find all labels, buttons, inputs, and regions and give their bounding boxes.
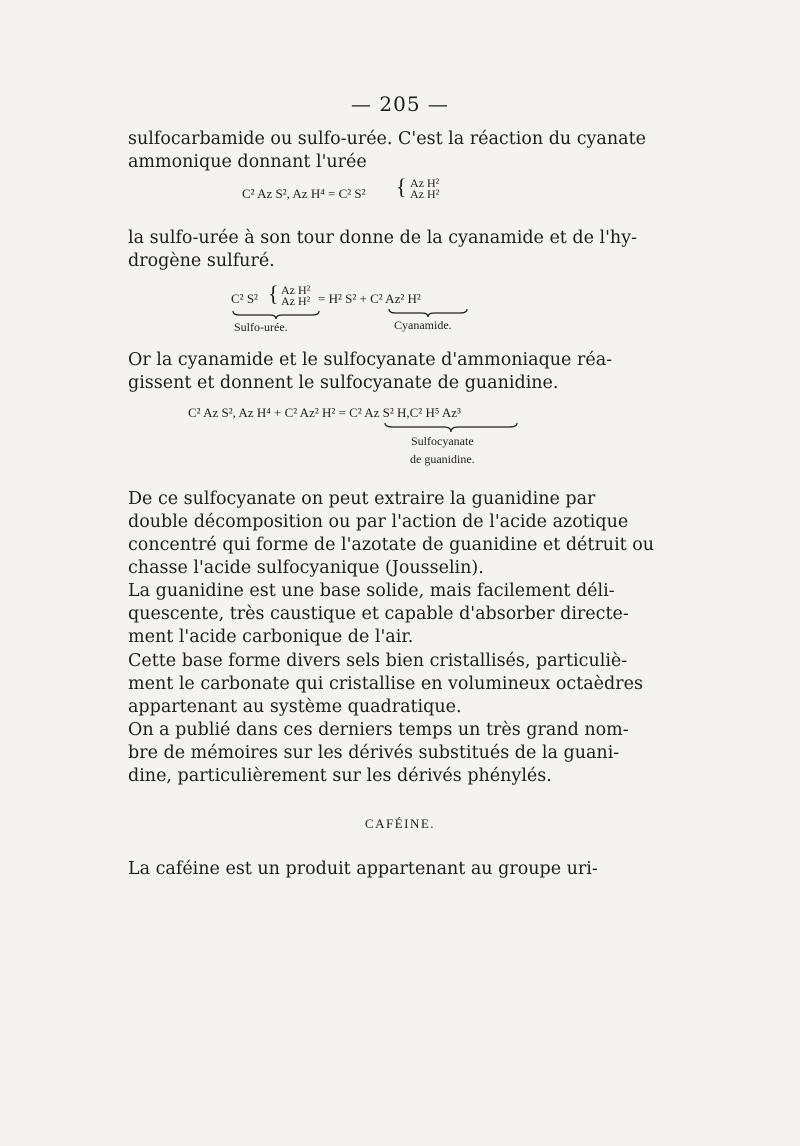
equation-1-left: C² Az S², Az H⁴ = C² S²: [242, 186, 366, 201]
text-line: sulfocarbamide ou sulfo-urée. C'est la réaction du cyanate: [128, 129, 646, 149]
text-line: La guanidine est une base solide, mais facilement déli-: [128, 581, 615, 601]
text-line: Or la cyanamide et le sulfocyanate d'ammoniaque réa-: [128, 350, 613, 370]
equation-1-bottom: Az H²: [410, 187, 440, 201]
brace-glyph: {: [268, 281, 279, 306]
section-heading: CAFÉINE.: [364, 816, 436, 831]
text-line: La caféine est un produit appartenant au groupe uri-: [128, 859, 598, 879]
text-line: double décomposition ou par l'action de l'acide azotique: [128, 512, 629, 532]
text-line: ment l'acide carbonique de l'air.: [128, 627, 414, 647]
equation-2-left: C² S²: [231, 291, 258, 306]
page-number: — 205 —: [351, 92, 449, 116]
underbrace: [384, 422, 518, 433]
label-sulfo-uree: Sulfo-urée.: [234, 320, 288, 334]
text-line: appartenant au système quadratique.: [128, 697, 462, 717]
underbrace: [388, 308, 468, 318]
brace-glyph: {: [396, 174, 407, 199]
text-line: De ce sulfocyanate on peut extraire la guanidine par: [128, 489, 596, 509]
text-line: Cette base forme divers sels bien cristallisés, particuliè-: [128, 651, 628, 671]
label-sulfocyanate: Sulfocyanate: [411, 434, 474, 448]
text-line: drogène sulfuré.: [128, 251, 275, 271]
equation-2-top: Az H²: [281, 283, 311, 297]
equation-2-right: = H² S² + C² Az² H²: [318, 291, 421, 306]
text-line: chasse l'acide sulfocyanique (Jousselin).: [128, 558, 484, 578]
text-line: concentré qui forme de l'azotate de guanidine et détruit ou: [128, 535, 655, 555]
equation-1-top: Az H²: [410, 176, 440, 190]
text-line: dine, particulièrement sur les dérivés phénylés.: [128, 766, 552, 786]
text-line: gissent et donnent le sulfocyanate de guanidine.: [128, 373, 559, 393]
label-guanidine: de guanidine.: [410, 452, 475, 466]
text-line: bre de mémoires sur les dérivés substitués de la guani-: [128, 743, 620, 763]
text-line: quescente, très caustique et capable d'absorber directe-: [128, 604, 629, 624]
equation-3-text: C² Az S², Az H⁴ + C² Az² H² = C² Az S² H,C² H⁵ Az³: [188, 405, 461, 420]
underbrace: [232, 310, 320, 320]
equation-2-bottom: Az H²: [281, 294, 311, 308]
text-line: ammonique donnant l'urée: [128, 152, 367, 172]
equation-1-stack: [410, 178, 439, 200]
text-line: ment le carbonate qui cristallise en volumineux octaèdres: [128, 674, 643, 694]
label-cyanamide: Cyanamide.: [394, 318, 452, 332]
text-line: la sulfo-urée à son tour donne de la cyanamide et de l'hy-: [128, 228, 637, 248]
equation-2-stack: [281, 285, 310, 307]
text-line: On a publié dans ces derniers temps un très grand nom-: [128, 720, 629, 740]
